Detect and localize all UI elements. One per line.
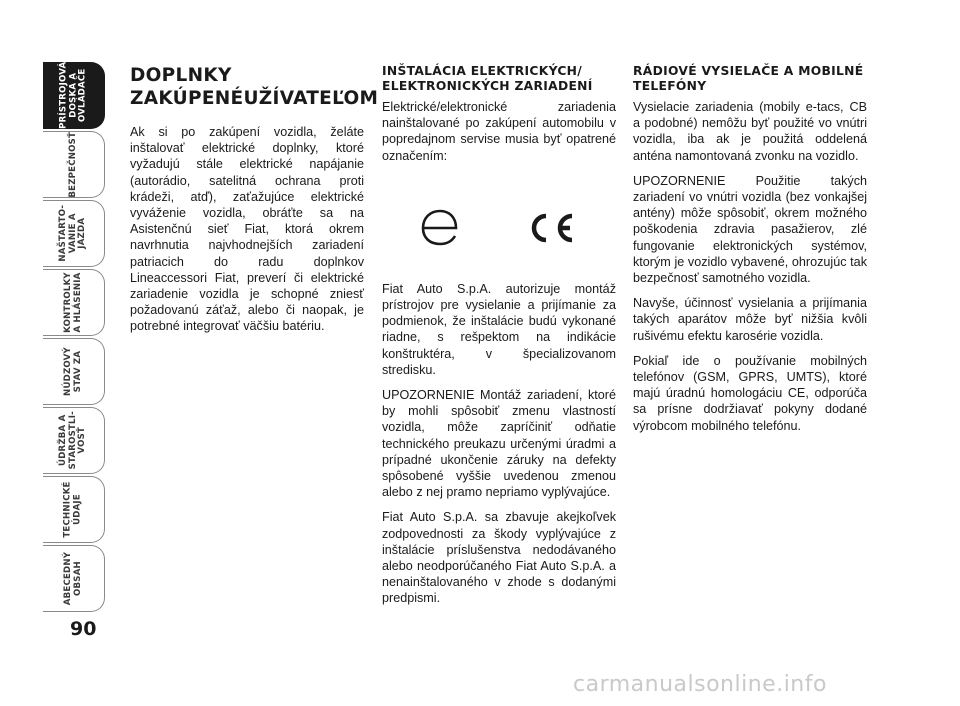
page-number: 90 — [70, 618, 97, 640]
tab-kontrolky[interactable] — [43, 269, 105, 336]
tab-nastartovanie[interactable] — [43, 200, 105, 267]
paragraph: Vysielacie zariadenia (mobily e-tacs, CB a podobné) nemôžu byť použité vo vnútri vozidla, iba ak je použitá oddelená anténa namontovaná zvonku na vozidlo. — [633, 100, 867, 163]
tab-label: TECHNICKÉ ÚDAJE — [62, 481, 83, 538]
tab-label: ABECEDNÝ OBSAH — [63, 551, 83, 606]
tab-nudzovy-stav[interactable] — [43, 338, 105, 405]
e-mark-icon — [418, 207, 462, 247]
tab-label: KONTROLKY A HLÁSENIA — [63, 272, 83, 333]
paragraph: Navyše, účinnosť vysielania a prijímania takých aparátov môže byť nižšia kvôli rušivému efektu karosérie vozidla. — [633, 296, 867, 343]
tab-label: NAŠTARTO- VANIE A JAZDA — [58, 205, 88, 262]
tab-abecedny-obsah[interactable] — [43, 545, 105, 612]
tab-label: PRÍSTROJOVÁ DOSKA A OVLÁDAČE — [58, 61, 88, 130]
section-electrical-installation — [382, 64, 616, 616]
tab-udrzba[interactable] — [43, 407, 105, 474]
tab-label: BEZPEČNOSŤ — [67, 131, 78, 198]
paragraph: Fiat Auto S.p.A. sa zbavuje akejkoľvek zodpovednosti za škody vyplývajúce z inštalácie príslušenstva nedodávaného alebo neodporúčaného Fiat Auto S.p.A. a nenainštalovaného v zhode s dodanými predpismi. — [382, 510, 616, 606]
tab-technicke-udaje[interactable] — [43, 476, 105, 543]
tab-label: ÚDRŽBA A STAROSTLI- VOSŤ — [58, 411, 88, 470]
section-user-accessories — [130, 64, 379, 344]
section-title: DOPLNKY ZAKÚPENÉUŽÍVATEĽOM — [130, 65, 379, 109]
tab-label: NÚDZOVÝ STAV ZA — [62, 347, 83, 396]
paragraph: Pokiaľ ide o používanie mobilných telefónov (GSM, GPRS, UMTS), ktoré majú úradnú homologáciu CE, odporúča sa prísne dodržiavať pokyny dodané výrobcom mobilného telefónu. — [633, 353, 867, 433]
section-radio-transmitters — [633, 64, 867, 443]
watermark: carmanualsonline.info — [573, 672, 827, 697]
paragraph-intro: Elektrické/elektronické zariadenia nainštalované po zakúpení automobilu v popredajnom servise musia byť opatrené označením: — [382, 100, 616, 163]
section-title: RÁDIOVÉ VYSIELAČE A MOBILNÉ TELEFÓNY — [633, 64, 864, 93]
paragraph-warning: UPOZORNENIE Montáž zariadení, ktoré by mohli spôsobiť zmenu vlastností vozidla, môže zapríčiniť odňatie technického preukazu určenými úradmi a prípadné ukončenie záruky na defekty spôsobené vyššie uvedenou zmenou alebo z nej pramo nepriamo vyplývajúce. — [382, 388, 616, 500]
paragraph: Ak si po zakúpení vozidla, želáte inštalovať elektrické doplnky, ktoré vyžadujú stále elektrické napájanie (autorádio, satelitná ochrana proti krádeži, atď), zaťažujúce elektrické vyváženie vozidla, obráťte sa na Asistenčnú sieť Fiat, ktorá okrem navrhnutia najvhodnejších zariadení patriacich do radu doplnkov Lineaccessori Fiat, preverí či elektrické zariadenie vozidla je schopné zniesť požadovanú záťaž, alebo či naopak, je potrebné integrovať väčšiu batériu. — [130, 125, 364, 334]
section-title: INŠTALÁCIA ELEKTRICKÝCH/ ELEKTRONICKÝCH ZARIADENÍ — [382, 64, 593, 93]
tab-bezpecnost[interactable] — [43, 131, 105, 198]
paragraph-warning: UPOZORNENIE Použitie takých zariadení vo vnútri vozidla (bez vonkajšej antény) môže spôsobiť, okrem možného poškodenia zdravia pasažierov, zlé fungovanie elektronických systémov, ktorým je vozidlo vybavené, ohrozujúc tak bezpečnosť samotného vozidla. — [633, 173, 867, 286]
tab-pristrojova-doska[interactable] — [43, 62, 105, 129]
paragraph: Fiat Auto S.p.A. autorizuje montáž prístrojov pre vysielanie a prijímanie za podmienok, že inštalácie budú vykonané riadne, s rešpektom na indikácie konštruktéra, v špecializovanom stredisku. — [382, 281, 616, 377]
ce-mark-icon — [524, 211, 576, 245]
certification-marks — [382, 173, 616, 273]
